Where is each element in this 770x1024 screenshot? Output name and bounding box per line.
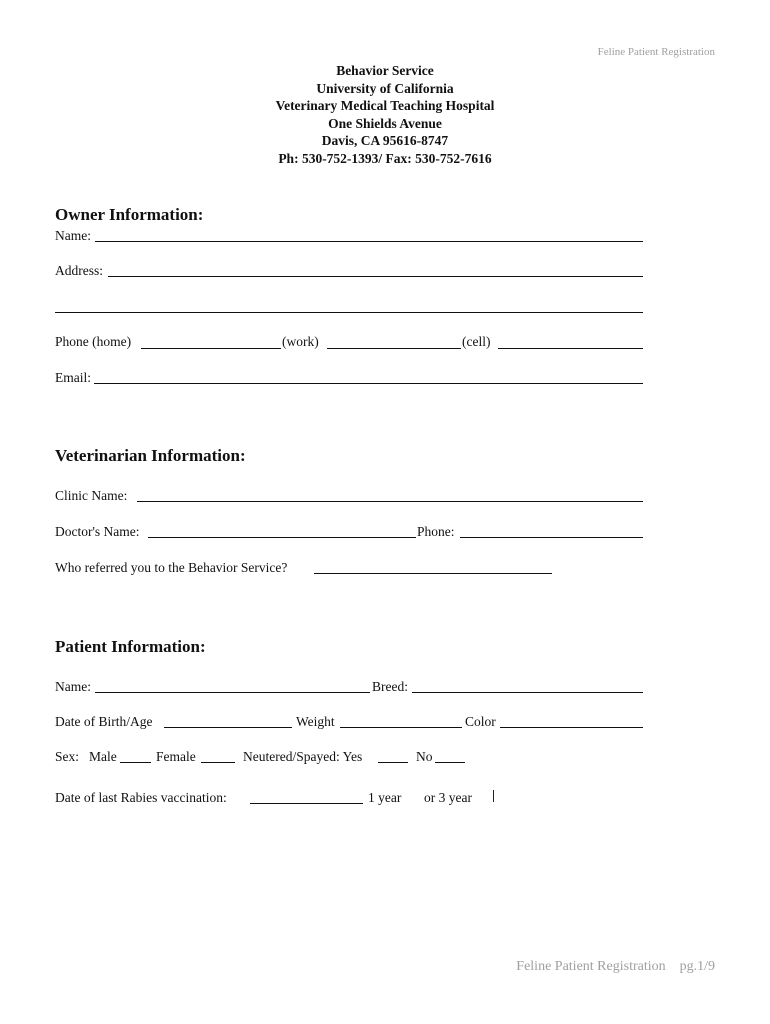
patient-heading: Patient Information:	[55, 637, 206, 656]
owner-phone-home-label: Phone (home)	[55, 334, 132, 349]
letterhead-line: One Shields Avenue	[328, 115, 442, 131]
owner-email-label: Email:	[55, 370, 91, 385]
clinic-name-field[interactable]	[137, 501, 643, 502]
patient-name-field[interactable]	[95, 692, 370, 693]
text-cursor	[493, 790, 494, 802]
dob-label: Date of Birth/Age	[55, 714, 153, 729]
letterhead-line: Ph: 530-752-1393/ Fax: 530-752-7616	[278, 150, 492, 166]
letterhead-line: Davis, CA 95616-8747	[321, 133, 449, 148]
doctor-name-field[interactable]	[148, 537, 416, 538]
neutered-no-label: No	[416, 749, 433, 764]
owner-email-field[interactable]	[94, 383, 643, 384]
patient-breed-field[interactable]	[412, 692, 643, 693]
male-field[interactable]	[120, 762, 151, 763]
running-header: Feline Patient Registration	[597, 46, 715, 58]
female-field[interactable]	[201, 762, 235, 763]
clinic-name-label: Clinic Name:	[55, 488, 128, 503]
sex-label: Sex:	[55, 749, 80, 764]
owner-heading: Owner Information:	[55, 205, 204, 224]
footer-title: Feline Patient Registration	[516, 959, 666, 974]
letterhead-line: University of California	[316, 80, 454, 96]
referral-label: Who referred you to the Behavior Service?	[55, 560, 288, 575]
owner-phone-cell-field[interactable]	[498, 348, 643, 349]
vet-phone-label: Phone:	[417, 524, 455, 539]
color-label: Color	[465, 714, 496, 729]
neutered-yes-field[interactable]	[378, 762, 408, 763]
rabies-one-year-option[interactable]: 1 year	[368, 790, 402, 805]
letterhead-line: Veterinary Medical Teaching Hospital	[275, 98, 495, 113]
rabies-label: Date of last Rabies vaccination:	[55, 790, 227, 805]
weight-field[interactable]	[340, 727, 462, 728]
dob-field[interactable]	[164, 727, 292, 728]
owner-address-field-line2[interactable]	[55, 312, 643, 313]
veterinarian-heading: Veterinarian Information:	[55, 446, 246, 465]
neutered-no-field[interactable]	[435, 762, 465, 763]
owner-phone-work-field[interactable]	[327, 348, 461, 349]
letterhead-line: Behavior Service	[336, 63, 434, 78]
owner-phone-cell-label: (cell)	[462, 334, 491, 349]
doctor-name-label: Doctor's Name:	[55, 524, 140, 539]
color-field[interactable]	[500, 727, 643, 728]
owner-name-field[interactable]	[95, 241, 643, 242]
patient-breed-label: Breed:	[372, 679, 408, 694]
referral-field[interactable]	[314, 573, 552, 574]
patient-name-label: Name:	[55, 679, 91, 694]
weight-label: Weight	[296, 714, 335, 729]
footer-page-number: pg.1/9	[679, 959, 715, 974]
owner-address-label: Address:	[55, 263, 103, 278]
rabies-three-year-option[interactable]: or 3 year	[424, 790, 472, 805]
owner-name-label: Name:	[55, 228, 91, 243]
owner-phone-work-label: (work)	[282, 334, 319, 349]
vet-phone-field[interactable]	[460, 537, 643, 538]
letterhead	[0, 62, 770, 167]
male-label: Male	[89, 749, 117, 764]
rabies-date-field[interactable]	[250, 803, 363, 804]
page-footer	[516, 959, 715, 975]
neutered-yes-label: Neutered/Spayed: Yes	[243, 749, 363, 764]
female-label: Female	[156, 749, 196, 764]
owner-address-field[interactable]	[108, 276, 643, 277]
owner-phone-home-field[interactable]	[141, 348, 281, 349]
